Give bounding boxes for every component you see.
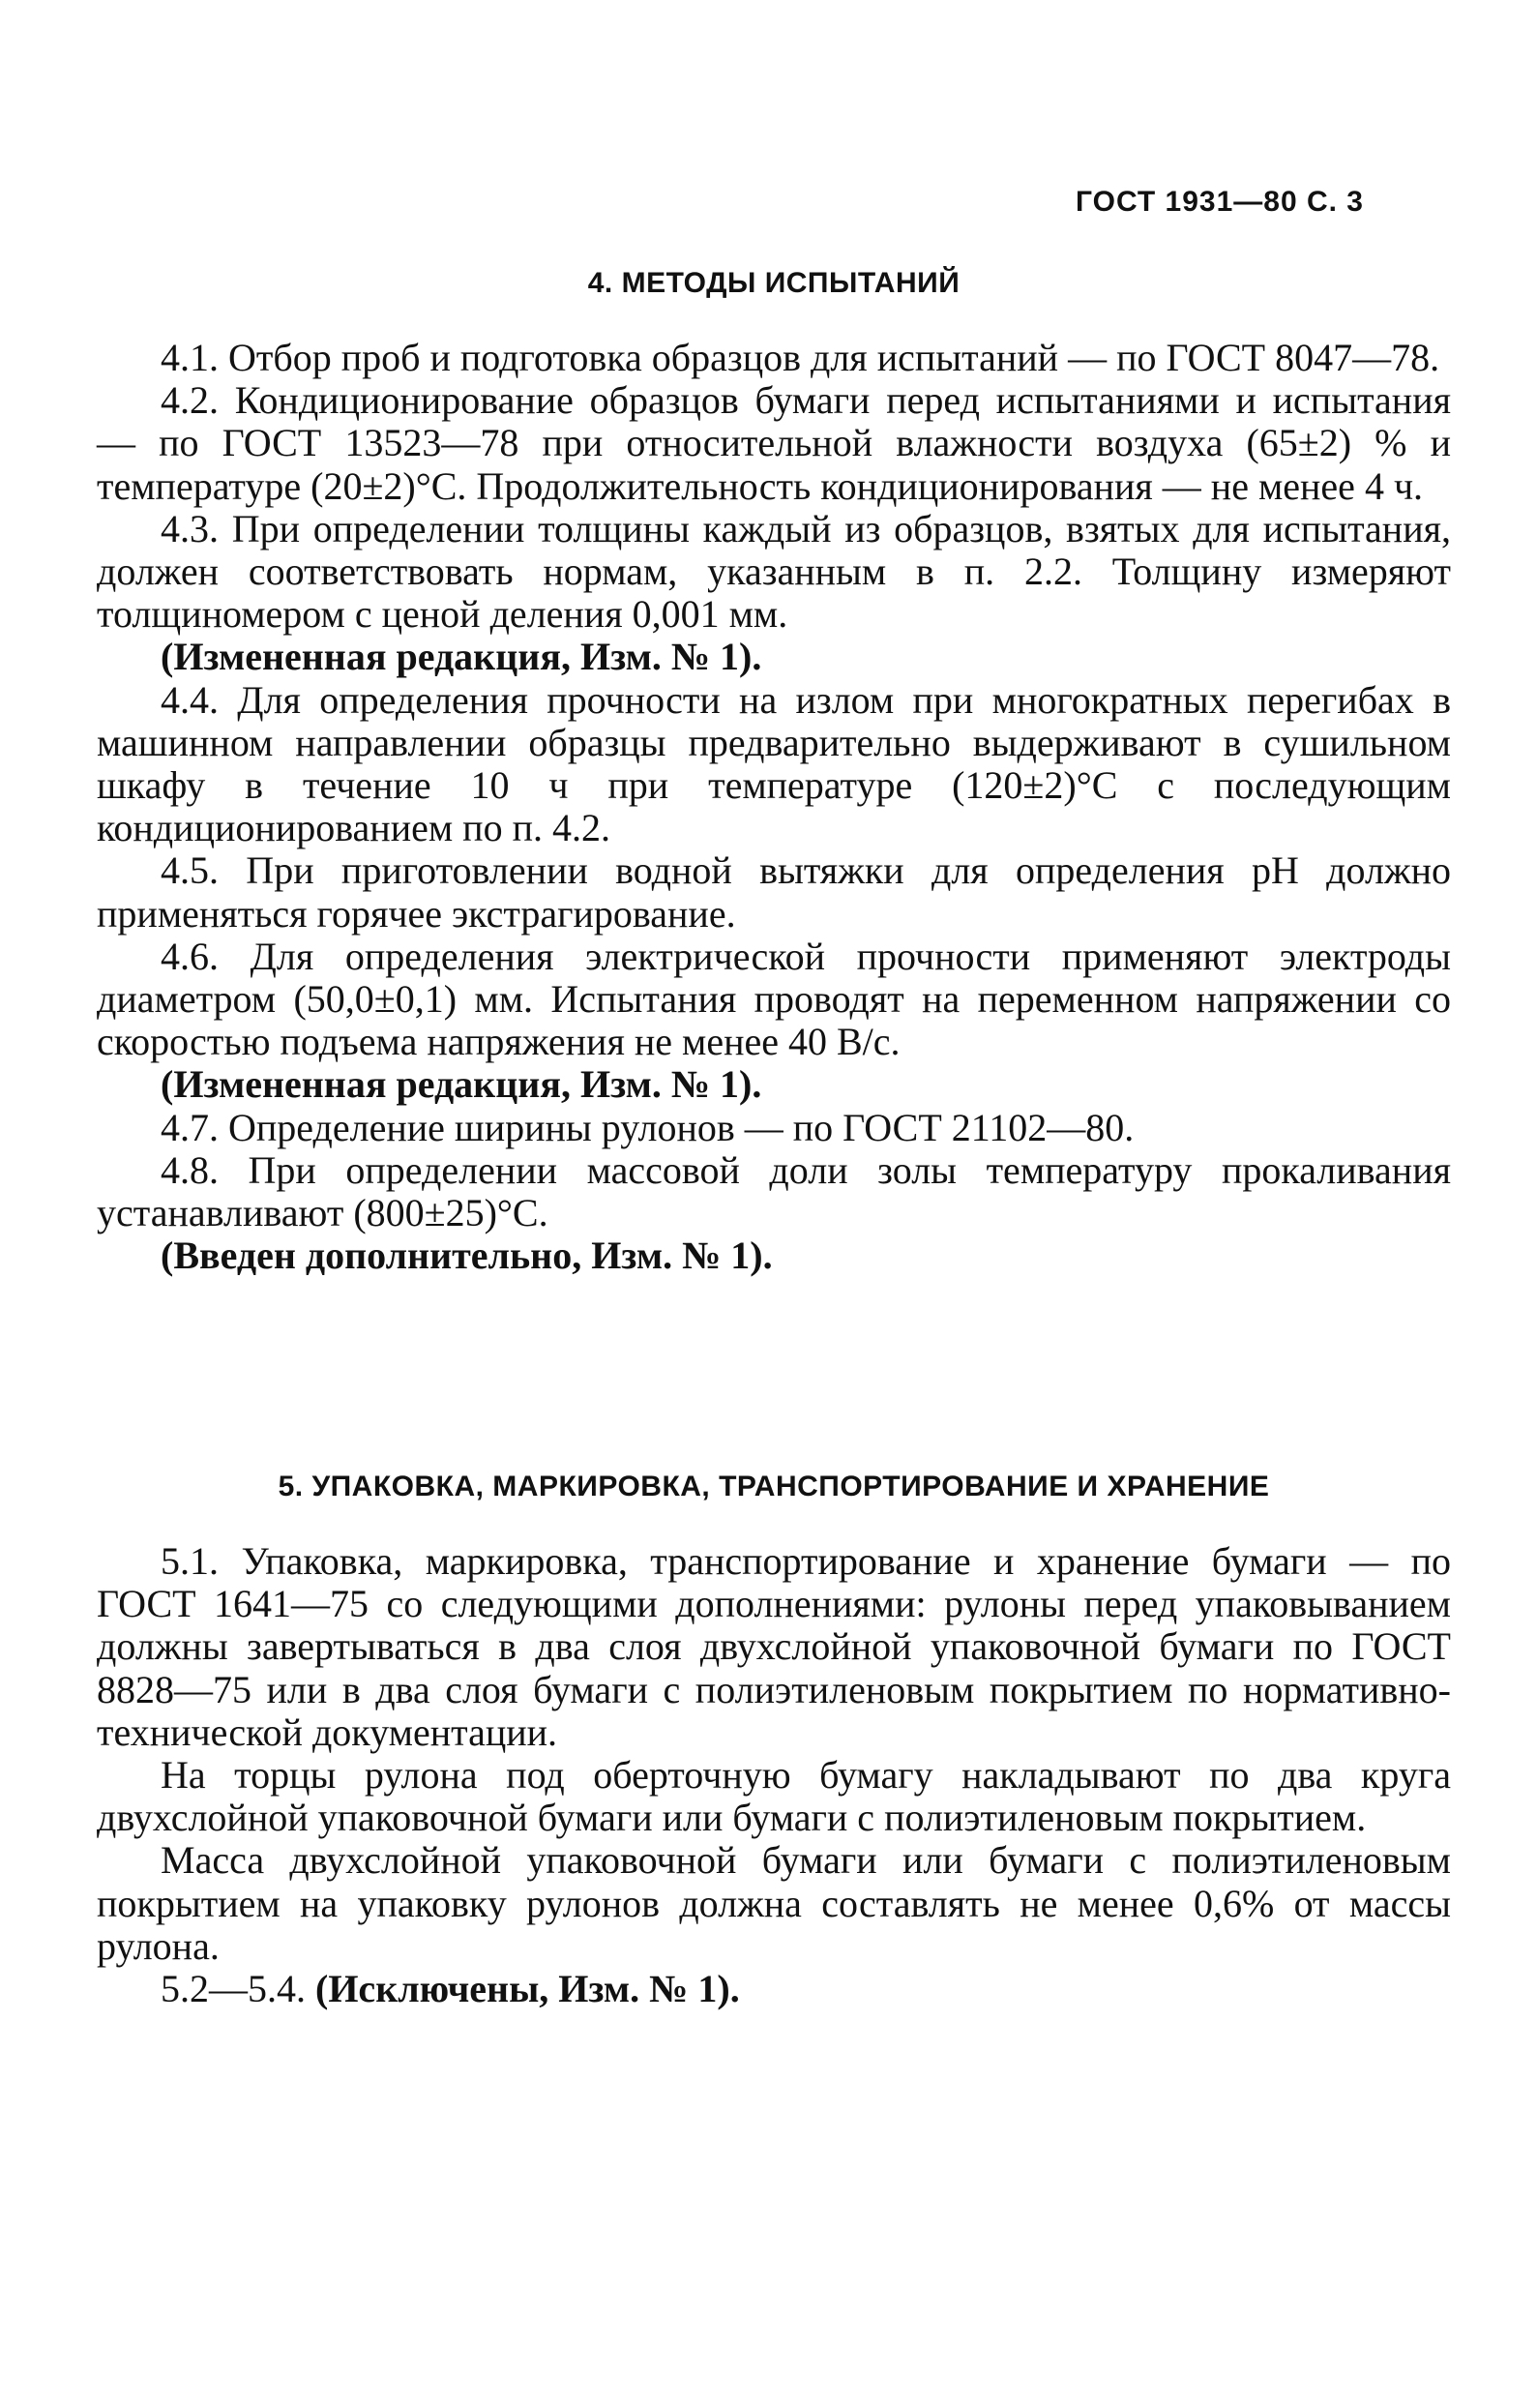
- paragraph-4-6: 4.6. Для определения электрической прочности применяют электроды диаметром (50,0±0,1) мм. Испытания проводят на переменном напряжении со скоростью подъема напряжения не менее 40 В/с.: [97, 934, 1451, 1064]
- paragraph-5-2-number: 5.2—5.4.: [161, 1967, 306, 2011]
- amendment-note-4-8: (Введен дополнительно, Изм. № 1).: [161, 1234, 773, 1278]
- section-4-title: 4. МЕТОДЫ ИСПЫТАНИЙ: [587, 267, 961, 299]
- paragraph-4-8: 4.8. При определении массовой доли золы температуру прокаливания устанавливают (800±25)°С.: [97, 1147, 1451, 1235]
- paragraph-4-7: 4.7. Определение ширины рулонов — по ГОСТ 21102—80.: [161, 1105, 1135, 1149]
- paragraph-4-5: 4.5. При приготовлении водной вытяжки для определения pH должно применяться горячее экстрагирование.: [97, 848, 1451, 936]
- running-head: ГОСТ 1931—80 С. 3: [1076, 186, 1364, 218]
- paragraph-4-4: 4.4. Для определения прочности на излом при многократных перегибах в машинном направлении образцы предварительно выдерживают в сушильном шкафу в течение 10 ч при температуре (120±2)°С с последующим кондиционированием по п. 4.2.: [97, 677, 1451, 850]
- paragraph-4-3: 4.3. При определении толщины каждый из образцов, взятых для испытания, должен соответствовать нормам, указанным в п. 2.2. Толщину измеряют толщиномером с ценой деления 0,001 мм.: [97, 506, 1451, 637]
- paragraph-5-2-5-4: [97, 1968, 1451, 2010]
- amendment-note-4-6: (Измененная редакция, Изм. № 1).: [161, 1062, 762, 1107]
- paragraph-4-1: 4.1. Отбор проб и подготовка образцов для испытаний — по ГОСТ 8047—78.: [161, 336, 1440, 379]
- paragraph-5-1-ends: На торцы рулона под оберточную бумагу накладывают по два круга двухслойной упаковочной бумаги или бумаги с полиэтиленовым покрытием.: [97, 1753, 1451, 1840]
- amendment-note-5-2: (Исключены, Изм. № 1).: [315, 1967, 740, 2011]
- paragraph-5-1: 5.1. Упаковка, маркировка, транспортирование и хранение бумаги — по ГОСТ 1641—75 со следующими дополнениями: рулоны перед упаковыванием должны завертываться в два слоя двухслойной упаковочной бумаги по ГОСТ 8828—75 или в два слоя бумаги с полиэтиленовым покрытием по нормативно-технической документации.: [97, 1539, 1451, 1754]
- amendment-note-4-3: (Измененная редакция, Изм. № 1).: [161, 635, 762, 679]
- paragraph-5-1-mass: Масса двухслойной упаковочной бумаги или бумаги с полиэтиленовым покрытием на упаковку рулонов должна составлять не менее 0,6% от массы рулона.: [97, 1838, 1451, 1968]
- section-4-body: [97, 337, 1451, 1277]
- paragraph-4-2: 4.2. Кондиционирование образцов бумаги перед испытаниями и испытания — по ГОСТ 13523—78 при относительной влажности воздуха (65±2) % и температуре (20±2)°С. Продолжительность кондиционирования — не менее 4 ч.: [97, 378, 1451, 508]
- section-5-body: [97, 1540, 1451, 2010]
- section-5-title: 5. УПАКОВКА, МАРКИРОВКА, ТРАНСПОРТИРОВАНИЕ И ХРАНЕНИЕ: [278, 1471, 1270, 1502]
